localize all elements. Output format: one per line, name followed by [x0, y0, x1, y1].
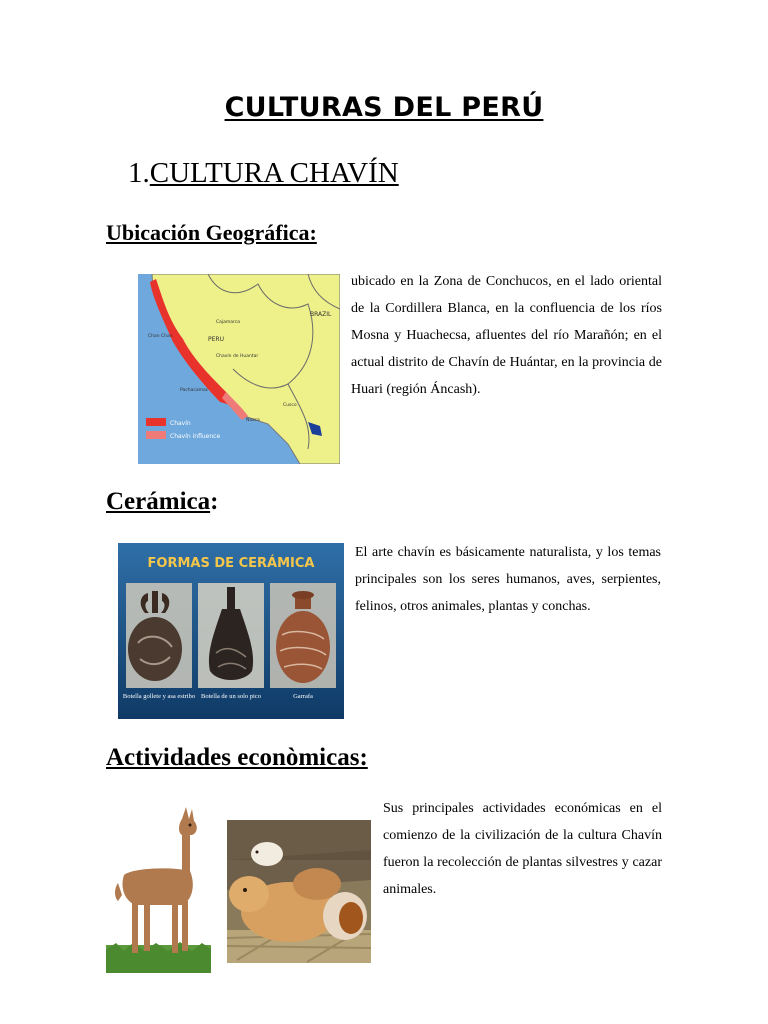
ceramica-illustration [118, 543, 344, 719]
llama-illustration [106, 805, 211, 973]
document-title: CULTURAS DEL PERÚ [224, 92, 544, 123]
label-chavin: Chavín de Huantar [216, 354, 259, 359]
legend-influence: Chavín influence [170, 433, 221, 440]
ceramica-text: El arte chavín es básicamente naturalista, y los temas principales son los seres humanos, aves, serpientes, felinos, otros animales, plantas y conchas. [355, 545, 661, 614]
section-title [128, 157, 399, 190]
legend-swatch-chavin [146, 418, 166, 426]
label-brazil: BRAZIL [310, 311, 332, 318]
ceramica-heading-text: Cerámica [106, 488, 211, 515]
ubicacion-text: ubicado en la Zona de Conchucos, en el lado oriental de la Cordillera Blanca, en la confluencia de los ríos Mosna y Huachecsa, afluentes del río Marañón; en el actual distrito de Chavín de Huántar, en la provincia de Huari (región Áncash). [351, 274, 662, 397]
ubicacion-heading: Ubicación Geográfica: [106, 220, 317, 245]
ceramica-heading-colon: : [210, 488, 219, 515]
actividades-text: Sus principales actividades económicas en el comienzo de la civilización de la cultura Chavín fueron la recolección de plantas silvestres y cazar animales. [383, 801, 662, 897]
legend-swatch-influence [146, 431, 166, 439]
caption-stirrup-spout: Botella gollete y asa estribo [122, 693, 196, 700]
guinea-pigs-illustration [227, 820, 371, 963]
label-pachacamac: Pachacamac [180, 388, 209, 393]
chavin-map-image [138, 274, 340, 464]
actividades-heading: Actividades econòmicas: [106, 744, 368, 771]
ceramica-image-title: FORMAS DE CERÁMICA [147, 556, 315, 571]
label-cajamarca: Cajamarca [216, 320, 241, 325]
caption-garrafa: Garrafa [293, 693, 313, 700]
guinea-pigs-image [227, 820, 371, 963]
caption-single-spout: Botella de un solo pico [201, 693, 261, 700]
chavin-map [138, 274, 340, 464]
ceramica-heading [106, 488, 218, 516]
label-nazca: Nazca [246, 418, 260, 423]
label-cusco: Cusco [283, 403, 297, 408]
label-peru: PERU [208, 336, 224, 343]
llama-image [106, 805, 211, 973]
legend-chavin: Chavín [170, 420, 191, 427]
section-number: 1. [128, 157, 150, 189]
ceramica-image [118, 543, 344, 719]
label-chan-chan: Chan Chan [148, 334, 173, 339]
section-name: CULTURA CHAVÍN [149, 157, 399, 189]
